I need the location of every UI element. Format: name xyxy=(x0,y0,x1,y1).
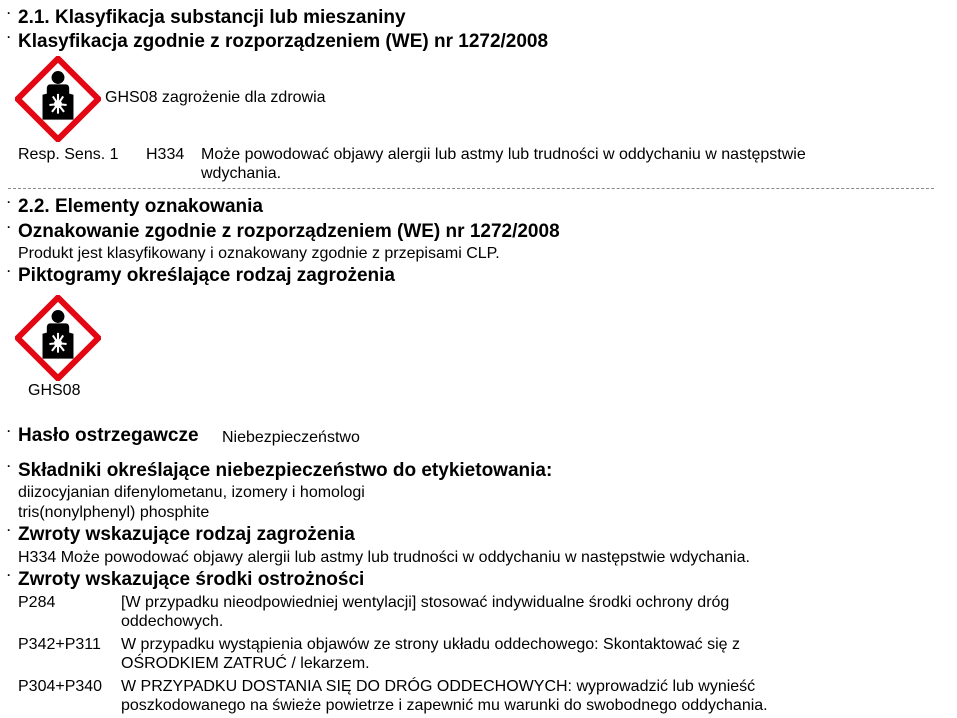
precautionary-heading: Zwroty wskazujące środki ostrożności xyxy=(18,569,365,590)
precautionary-code: P284 xyxy=(18,594,56,611)
hazard-statements-heading: Zwroty wskazujące rodzaj zagrożenia xyxy=(18,524,355,545)
bullet: · xyxy=(7,459,11,473)
ghs08-health-hazard-icon xyxy=(15,295,101,381)
bullet: · xyxy=(7,195,11,209)
classification-heading: Klasyfikacja zgodnie z rozporządzeniem (WE) nr 1272/2008 xyxy=(18,31,549,52)
bullet: · xyxy=(7,568,11,582)
classification-text: Może powodować objawy alergii lub astmy lub trudności w oddychaniu w następstwie xyxy=(201,146,806,163)
components-heading: Składniki określające niebezpieczeństwo do etykietowania: xyxy=(18,460,553,481)
pictogram-label: GHS08 zagrożenie dla zdrowia xyxy=(105,89,326,106)
labelling-text: Produkt jest klasyfikowany i oznakowany zgodnie z przepisami CLP. xyxy=(18,245,500,262)
signal-word-heading: Hasło ostrzegawcze xyxy=(18,425,199,446)
bullet: · xyxy=(7,6,11,20)
precautionary-code: P342+P311 xyxy=(18,636,101,653)
classification-category: Resp. Sens. 1 xyxy=(18,146,119,163)
hazard-statement: H334 Może powodować objawy alergii lub astmy lub trudności w oddychaniu w następstwie wdychania. xyxy=(18,549,750,566)
precautionary-text-cont: OŚRODKIEM ZATRUĆ / lekarzem. xyxy=(121,655,370,672)
bullet: · xyxy=(7,264,11,278)
component-item: tris(nonylphenyl) phosphite xyxy=(18,504,210,521)
precautionary-text: [W przypadku nieodpowiedniej wentylacji] stosować indywidualne środki ochrony dróg xyxy=(121,594,730,611)
bullet: · xyxy=(7,424,11,438)
pictogram-code: GHS08 xyxy=(28,382,81,399)
classification-text-cont: wdychania. xyxy=(201,165,282,182)
signal-word: Niebezpieczeństwo xyxy=(222,429,360,446)
component-item: diizocyjanian difenylometanu, izomery i homologi xyxy=(18,484,365,501)
classification-code: H334 xyxy=(146,146,185,163)
bullet: · xyxy=(7,523,11,537)
precautionary-code: P304+P340 xyxy=(18,678,103,695)
pictograms-heading: Piktogramy określające rodzaj zagrożenia xyxy=(18,265,395,286)
section-2-2-heading: 2.2. Elementy oznakowania xyxy=(18,196,263,217)
section-separator xyxy=(8,188,934,189)
precautionary-text-cont: poszkodowanego na świeże powietrze i zapewnić mu warunki do swobodnego oddychania. xyxy=(121,697,768,714)
bullet: · xyxy=(7,220,11,234)
precautionary-text: W PRZYPADKU DOSTANIA SIĘ DO DRÓG ODDECHOWYCH: wyprowadzić lub wynieść xyxy=(121,678,756,695)
ghs08-health-hazard-icon xyxy=(15,56,101,142)
labelling-heading: Oznakowanie zgodnie z rozporządzeniem (WE) nr 1272/2008 xyxy=(18,221,560,242)
bullet: · xyxy=(7,30,11,44)
precautionary-text: W przypadku wystąpienia objawów ze strony układu oddechowego: Skontaktować się z xyxy=(121,636,740,653)
precautionary-text-cont: oddechowych. xyxy=(121,613,224,630)
section-2-1-heading: 2.1. Klasyfikacja substancji lub mieszaniny xyxy=(18,7,406,28)
